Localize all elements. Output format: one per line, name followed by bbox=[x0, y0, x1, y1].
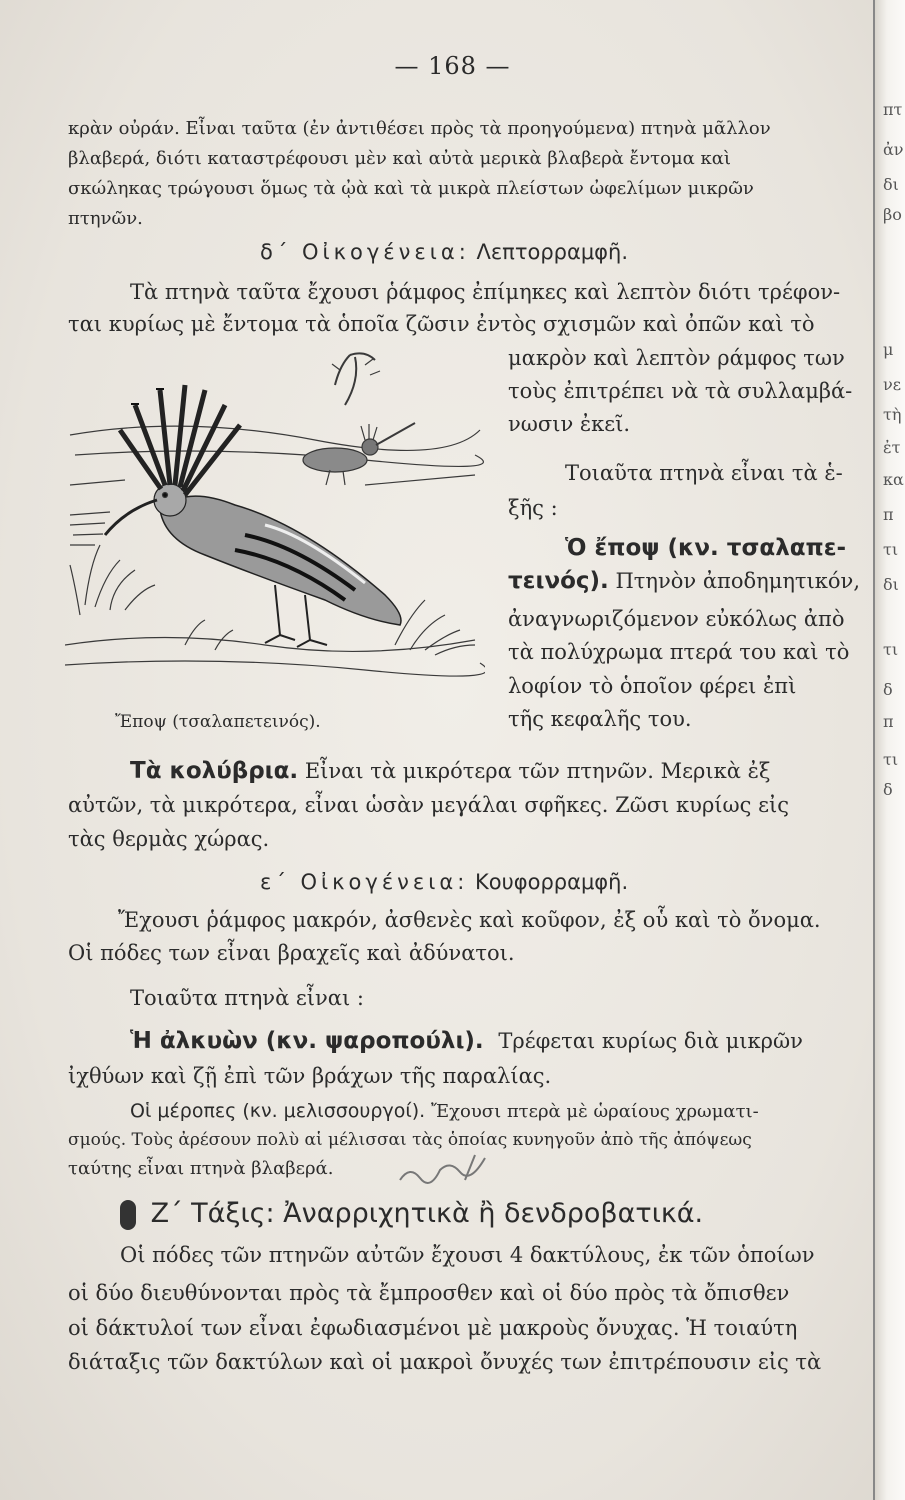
family-name: Λεπτορραμφῆ. bbox=[476, 240, 629, 264]
hummingbird-title: Τὰ κολύβρια. bbox=[130, 758, 299, 784]
paragraph-line: Οἱ πόδες των εἶναι βραχεῖς καὶ ἀδύνατοι. bbox=[68, 941, 515, 965]
paragraph-line: ἰχθύων καὶ ζῇ ἐπὶ τῶν βράχων τῆς παραλίας. bbox=[68, 1064, 552, 1088]
paragraph-line: βλαβερά, διότι καταστρέφουσι μὲν καὶ αὐτὰ μερικὰ βλαβερὰ ἔντομα καὶ bbox=[68, 148, 731, 169]
hoopoe-line: τὰ πολύχρωμα πτερά του καὶ τὸ bbox=[508, 640, 850, 664]
page-number: — 168 — bbox=[394, 52, 511, 80]
margin-fragment: πτ bbox=[883, 100, 903, 119]
paragraph-line: πτηνῶν. bbox=[68, 208, 143, 229]
paragraph-line: Οἱ πόδες τῶν πτηνῶν αὐτῶν ἔχουσι 4 δακτύλους, ἐκ τῶν ὁποίων bbox=[120, 1243, 815, 1267]
margin-fragment: π bbox=[883, 712, 894, 731]
margin-fragment: ἐτ bbox=[883, 438, 901, 457]
paragraph-line: κρὰν οὐράν. Εἶναι ταῦτα (ἐν ἀντιθέσει πρὸς τὰ προηγούμενα) πτηνὰ μᾶλλον bbox=[68, 118, 771, 139]
margin-fragment: τι bbox=[883, 540, 899, 559]
paragraph-line: ται κυρίως μὲ ἔντομα τὰ ὁποῖα ζῶσιν ἐντὸς σχισμῶν καὶ ὀπῶν καὶ τὸ bbox=[68, 312, 815, 336]
paragraph-line: ταύτης εἶναι πτηνὰ βλαβερά. bbox=[68, 1158, 334, 1179]
paragraph-line: τὰς θερμὰς χώρας. bbox=[68, 827, 270, 851]
bee-eater-text: Ἔχουσι πτερὰ μὲ ὡραίους χρωματι- bbox=[430, 1101, 759, 1122]
margin-fragment: τι bbox=[883, 640, 899, 659]
paragraph-line: οἱ δύο διευθύνονται πρὸς τὰ ἔμπροσθεν καὶ οἱ δύο πρὸς τὰ ὄπισθεν bbox=[68, 1281, 790, 1305]
paragraph-line: αὐτῶν, τὰ μικρότερα, εἶναι ὡσὰν μεγάλαι σφῆκες. Ζῶσι κυρίως εἰς bbox=[68, 793, 789, 817]
paragraph-line: μακρὸν καὶ λεπτὸν ράμφος των bbox=[508, 346, 845, 370]
margin-fragment: δι bbox=[883, 175, 899, 194]
paragraph-line: οἱ δάκτυλοί των εἶναι ἐφωδιασμένοι μὲ μακροὺς ὄνυχας. Ἡ τοιαύτη bbox=[68, 1316, 798, 1340]
handwritten-scrawl bbox=[395, 1150, 495, 1190]
hummingbird-text: Εἶναι τὰ μικρότερα τῶν πτηνῶν. Μερικὰ ἐξ bbox=[304, 759, 771, 783]
margin-fragment: κα bbox=[883, 470, 904, 489]
hoopoe-title: Ὁ ἔποψ (κν. τσαλαπε- bbox=[565, 535, 847, 561]
paragraph-line: τοὺς ἐπιτρέπει νὰ τὰ συλλαμβά- bbox=[508, 379, 853, 403]
order-heading bbox=[120, 1198, 703, 1230]
adjacent-page-edge bbox=[873, 0, 905, 1500]
paragraph-line: Ἔχουσι ῥάμφος μακρόν, ἀσθενὲς καὶ κοῦφον, ἐξ οὗ καὶ τὸ ὄνομα. bbox=[118, 908, 821, 932]
hoopoe-line: ἀναγνωριζόμενον εὐκόλως ἀπὸ bbox=[508, 607, 845, 631]
margin-fragment: δ bbox=[883, 780, 893, 799]
paragraph-line: διάταξις τῶν δακτύλων καὶ οἱ μακροὶ ὄνυχές των ἐπιτρέπουσιν εἰς τὰ bbox=[68, 1350, 822, 1374]
family-label: ε΄ Οἰκογένεια: bbox=[260, 870, 469, 894]
family-heading-delta bbox=[260, 240, 628, 264]
hoopoe-text: Πτηνὸν ἀποδημητικόν, bbox=[615, 569, 860, 593]
paragraph-line: Τοιαῦτα πτηνὰ εἶναι τὰ ἑ- bbox=[565, 461, 843, 485]
hoopoe-title-end: τεινός). bbox=[508, 568, 609, 594]
paragraph-line: νωσιν ἐκεῖ. bbox=[508, 412, 631, 436]
hoopoe-line bbox=[508, 570, 860, 593]
margin-fragment: νε bbox=[883, 375, 902, 394]
figure-caption: Ἔποψ (τσαλαπετεινός). bbox=[115, 712, 321, 732]
hoopoe-line: λοφίον τὸ ὁποῖον φέρει ἐπὶ bbox=[508, 674, 797, 698]
hummingbird-line bbox=[130, 760, 770, 783]
bee-eater-title: Οἱ μέροπες (κν. μελισσουργοί). bbox=[130, 1100, 426, 1122]
paragraph-line: Τὰ πτηνὰ ταῦτα ἔχουσι ῥάμφος ἐπίμηκες καὶ λεπτὸν διότι τρέφον- bbox=[130, 280, 841, 304]
margin-fragment: δι bbox=[883, 575, 899, 594]
family-name: Κουφορραμφῆ. bbox=[474, 870, 629, 894]
family-heading-epsilon bbox=[260, 870, 628, 894]
ink-blot bbox=[120, 1200, 136, 1230]
hoopoe-illustration bbox=[65, 345, 485, 685]
paragraph-line: ξῆς : bbox=[508, 496, 558, 520]
margin-fragment: μ bbox=[883, 340, 894, 359]
paragraph-line: σμούς. Τοὺς ἀρέσουν πολὺ αἱ μέλισσαι τὰς ὁποίας κυνηγοῦν ἀπὸ τῆς ἀπόψεως bbox=[68, 1130, 752, 1150]
paragraph-line: σκώληκας τρώγουσι ὅμως τὰ ᾠὰ καὶ τὰ μικρὰ πλείστων ὠφελίμων μικρῶν bbox=[68, 178, 754, 199]
bee-eater-line bbox=[130, 1102, 759, 1121]
margin-fragment: ἀν bbox=[883, 140, 904, 159]
margin-fragment: βο bbox=[883, 205, 902, 224]
kingfisher-title: Ἡ ἀλκυὼν (κν. ψαροπούλι). bbox=[130, 1028, 484, 1054]
margin-fragment: τι bbox=[883, 750, 899, 769]
margin-fragment: π bbox=[883, 505, 894, 524]
kingfisher-text: Τρέφεται κυρίως διὰ μικρῶν bbox=[498, 1029, 803, 1053]
paragraph-line: Τοιαῦτα πτηνὰ εἶναι : bbox=[130, 986, 364, 1010]
margin-fragment: τὴ bbox=[883, 405, 902, 424]
margin-fragment: δ bbox=[883, 680, 893, 699]
order-title: Ζ΄ Τάξις: Ἀναρριχητικὰ ἢ δενδροβατικά. bbox=[150, 1198, 704, 1229]
kingfisher-line bbox=[130, 1030, 803, 1053]
family-label: δ΄ Οἰκογένεια: bbox=[260, 240, 470, 264]
hoopoe-line: τῆς κεφαλῆς του. bbox=[508, 707, 692, 731]
